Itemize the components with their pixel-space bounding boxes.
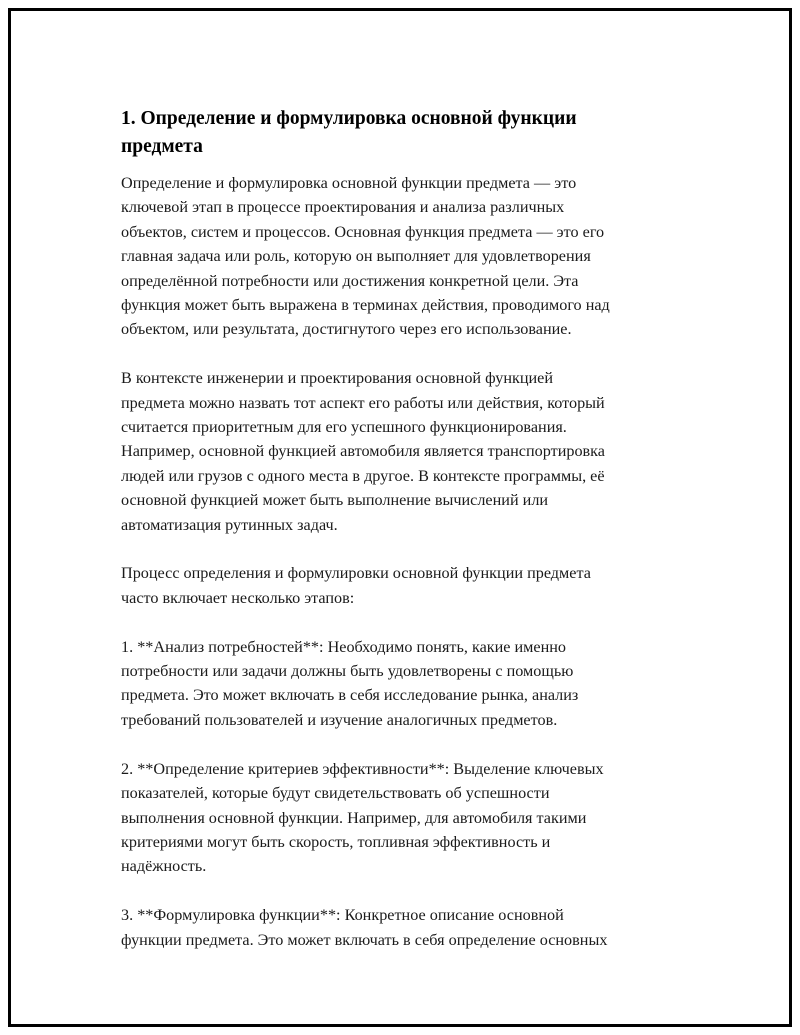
paragraph-process-intro: Процесс определения и формулировки основной функции предмета часто включает несколько этапов: [121,564,591,607]
section-heading: 1. Определение и формулировка основной функции предмета [121,108,577,157]
paragraph-engineering-context: В контексте инженерии и проектирования основной функцией предмета можно назвать тот аспект его работы или действия, который считается приоритетным для его успешного функционирования. Например, основной функцией автомобиля является транспортировка людей или грузов с одного места в другое. В контексте программы, её основной функцией может быть выполнение вычислений или автоматизация рутинных задач. [121,369,605,534]
paragraph-definition: Определение и формулировка основной функции предмета — это ключевой этап в процессе проектирования и анализа различных объектов, систем и процессов. Основная функция предмета — это его главная задача или роль, которую он выполняет для удовлетворения определённой потребности или достижения конкретной цели. Эта функция может быть выражена в терминах действия, проводимого над объектом, или результата, достигнутого через его использование. [121,174,610,339]
list-item-criteria: 2. **Определение критериев эффективности**: Выделение ключевых показателей, которые будут свидетельствовать об успешности выполнения основной функции. Например, для автомобиля такими критериями могут быть скорость, топливная эффективность и надёжность. [121,759,604,876]
list-item-formulation: 3. **Формулировка функции**: Конкретное описание основной функции предмета. Это может включать в себя определение основных [121,906,608,949]
list-item-needs-analysis: 1. **Анализ потребностей**: Необходимо понять, какие именно потребности или задачи должны быть удовлетворены с помощью предмета. Это может включать в себя исследование рынка, анализ требований пользователей и изучение аналогичных предметов. [121,637,579,729]
document-body [121,105,691,952]
page-frame [8,8,792,1027]
